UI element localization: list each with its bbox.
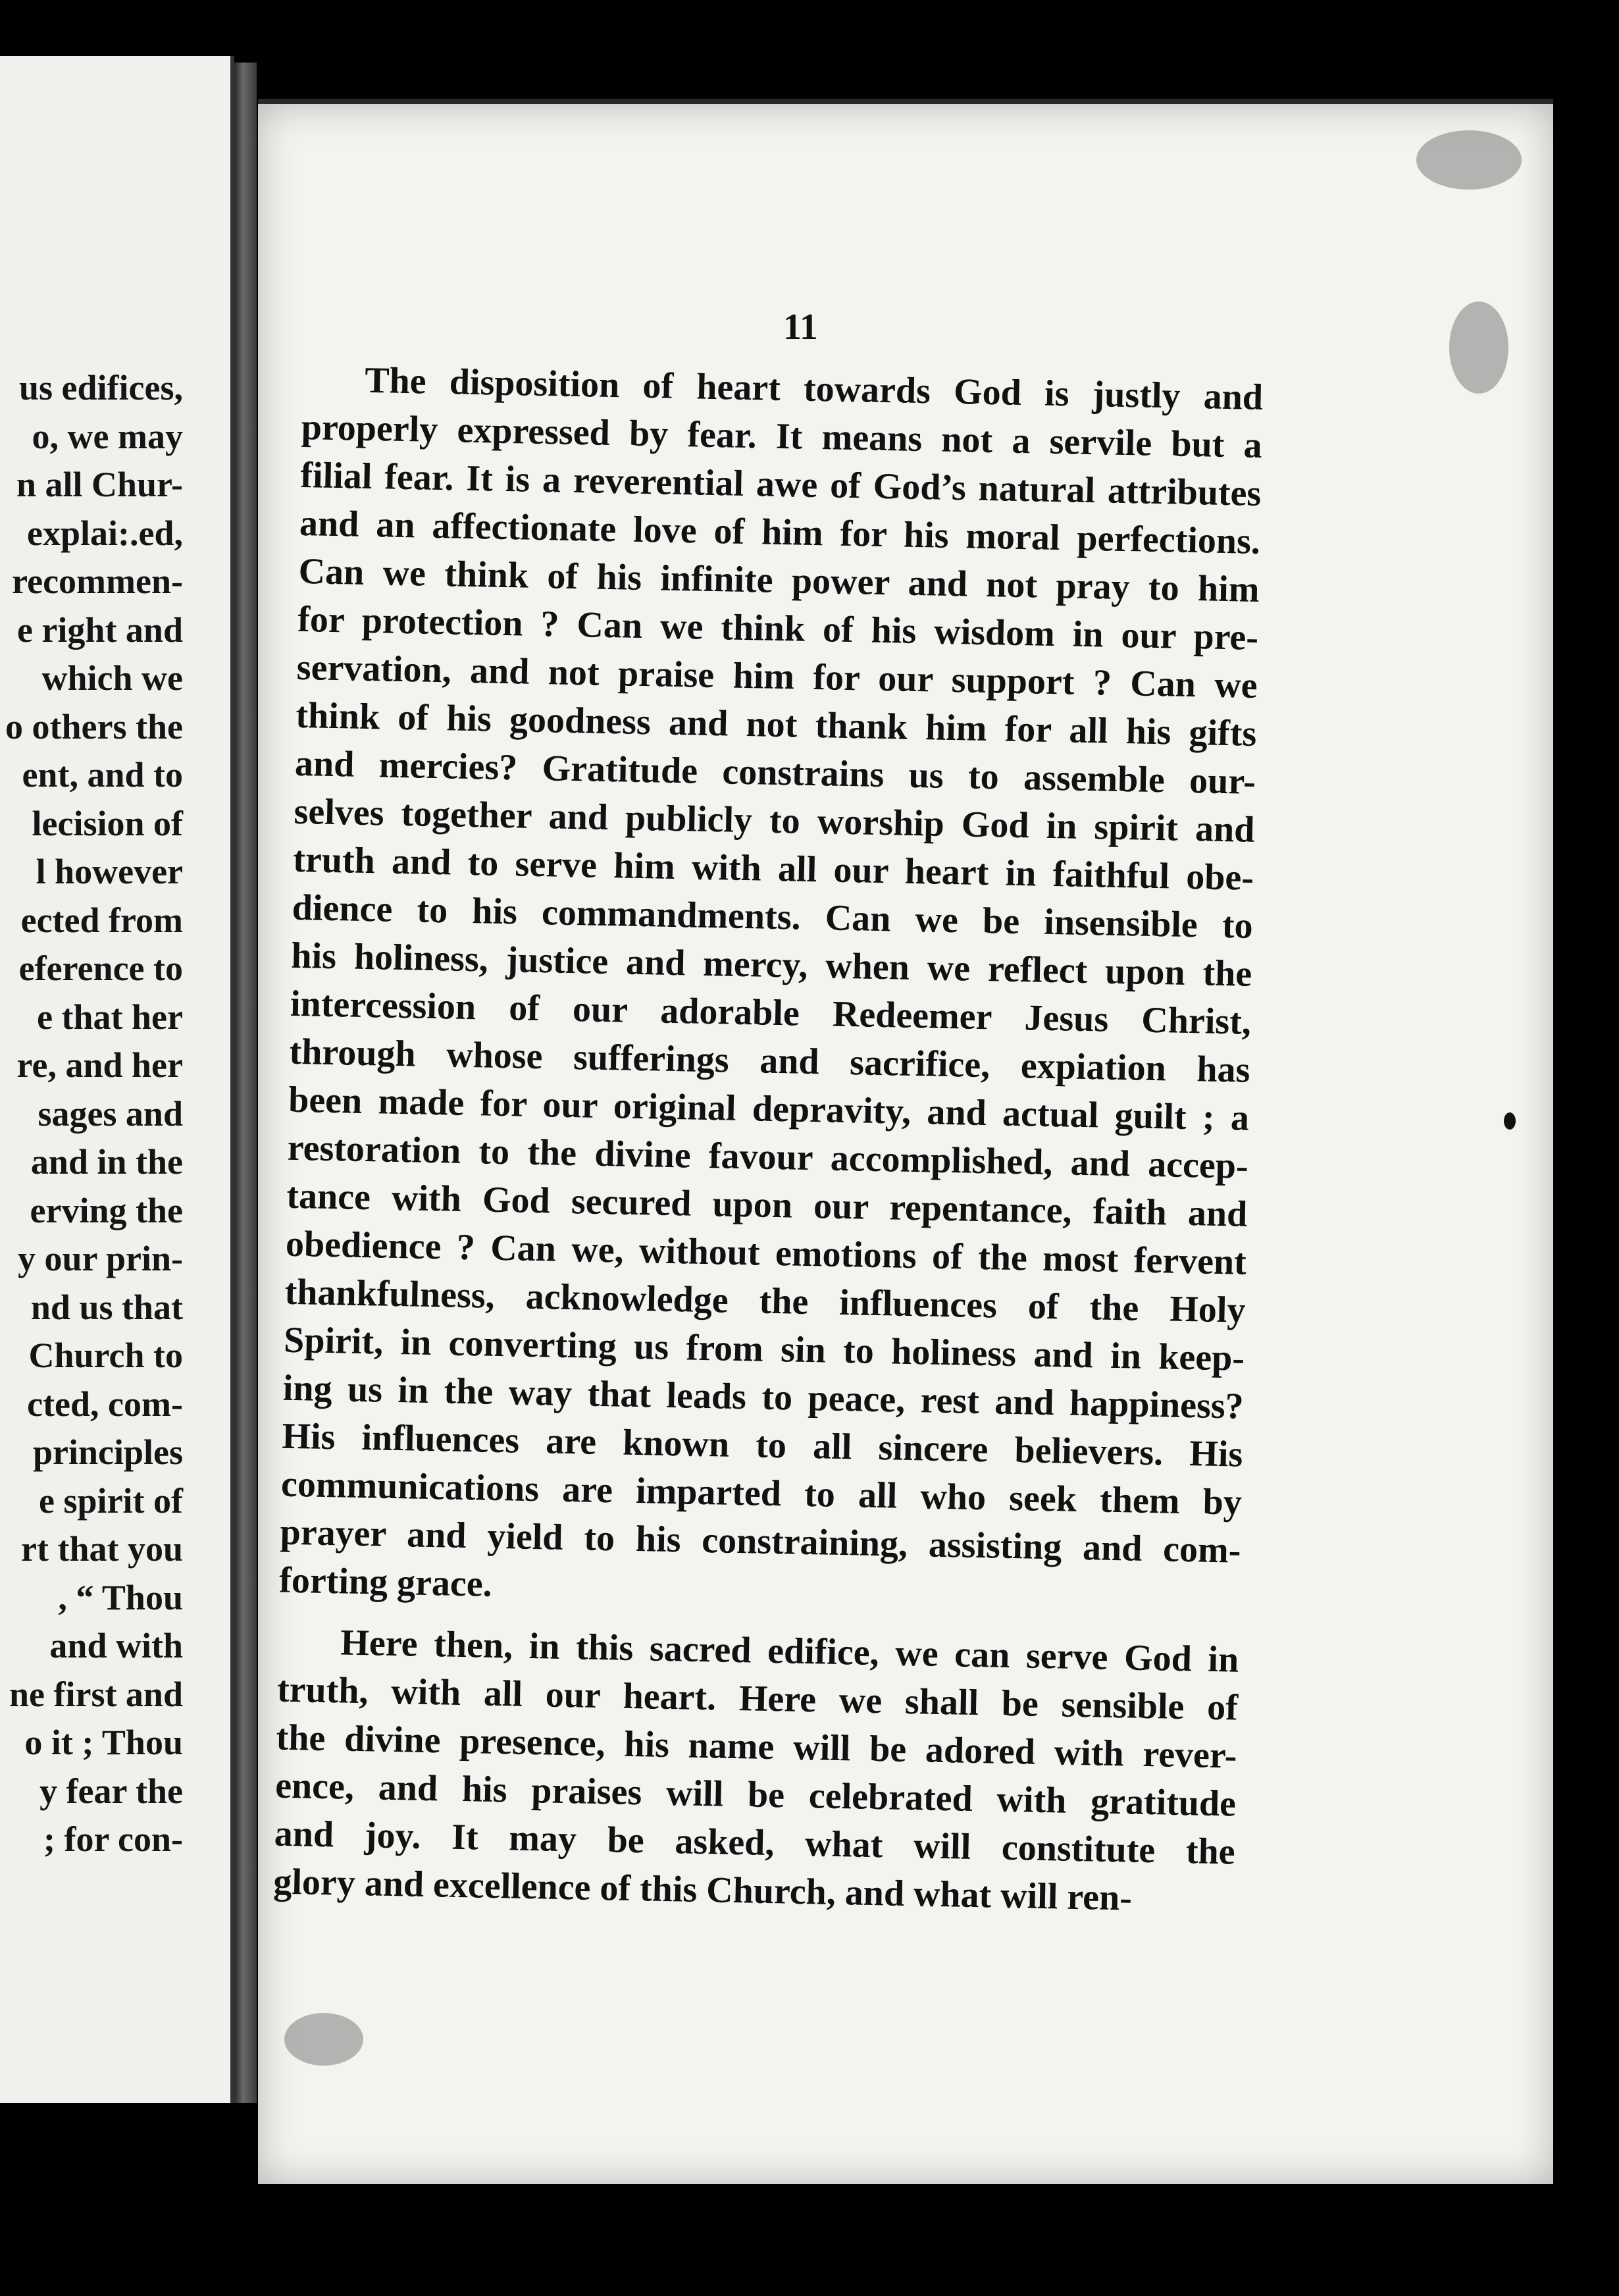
paragraph-2 bbox=[273, 1618, 1239, 1925]
text-line: and joy. It may be asked, what will constitute the bbox=[274, 1813, 1236, 1873]
left-page-line: ne first and bbox=[9, 1674, 183, 1714]
text-line: truth and to serve him with all our heart in faithful obe- bbox=[292, 839, 1254, 899]
left-page-line: cted, com- bbox=[27, 1384, 183, 1424]
left-page-line: , “ Thou bbox=[58, 1577, 183, 1617]
left-page-line: rt that you bbox=[21, 1529, 183, 1569]
text-line: intercession of our adorable Redeemer Jesus Christ, bbox=[290, 983, 1252, 1043]
text-line: glory and excellence of this Church, and what will ren- bbox=[272, 1861, 1133, 1919]
page-stain bbox=[1449, 301, 1508, 394]
left-page-line: erving the bbox=[30, 1190, 183, 1230]
binding-mark bbox=[1504, 1112, 1516, 1130]
text-line: obedience ? Can we, without emotions of the most fervent bbox=[285, 1223, 1247, 1283]
left-page-line: us edifices, bbox=[19, 368, 183, 407]
left-page-line: o it ; Thou bbox=[24, 1723, 183, 1762]
left-page-line: e that her bbox=[37, 997, 183, 1037]
left-page-line: recommen- bbox=[12, 561, 183, 601]
facing-page-left bbox=[0, 56, 234, 2103]
text-line: Can we think of his infinite power and not pray to him bbox=[298, 550, 1260, 610]
text-line: thankfulness, acknowledge the influences of the Holy bbox=[284, 1271, 1246, 1331]
text-line: dience to his commandments. Can we be insensible to bbox=[292, 887, 1254, 947]
text-line: Spirit, in converting us from sin to holiness and in keep- bbox=[283, 1319, 1245, 1379]
text-line: through whose sufferings and sacrifice, expiation has bbox=[289, 1031, 1251, 1091]
left-page-line: o, we may bbox=[32, 416, 183, 456]
page-stain bbox=[284, 2013, 363, 2066]
left-page-line: ected from bbox=[20, 900, 183, 940]
text-line: selves together and publicly to worship God in spirit and bbox=[294, 791, 1256, 850]
text-line: His influences are known to all sincere believers. His bbox=[281, 1415, 1243, 1475]
text-line: prayer and yield to his constraining, assisting and com- bbox=[280, 1511, 1242, 1571]
text-line: truth, with all our heart. Here we shall be sensible of bbox=[276, 1669, 1239, 1729]
text-line: communications are imparted to all who seek them by bbox=[280, 1463, 1243, 1523]
text-line: tance with God secured upon our repentance, faith and bbox=[286, 1175, 1248, 1235]
text-line: filial fear. It is a reverential awe of God’s natural attributes bbox=[299, 454, 1262, 514]
text-line: think of his goodness and not thank him for all his gifts bbox=[295, 694, 1257, 754]
text-line: Here then, in this sacred edifice, we can serve God in bbox=[340, 1622, 1239, 1681]
text-line: ence, and his praises will be celebrated with gratitude bbox=[274, 1765, 1237, 1825]
left-page-line: which we bbox=[41, 658, 183, 698]
left-page-line: y our prin- bbox=[17, 1239, 183, 1278]
left-page-line: re, and her bbox=[16, 1045, 183, 1085]
left-page-line: principles bbox=[32, 1432, 183, 1472]
left-page-line: e right and bbox=[16, 610, 183, 650]
text-line: the divine presence, his name will be adored with rever- bbox=[276, 1717, 1238, 1777]
text-line: ing us in the way that leads to peace, rest and happiness? bbox=[282, 1367, 1245, 1427]
left-page-line: o others the bbox=[5, 706, 183, 746]
body-text bbox=[273, 355, 1264, 1925]
left-page-line: n all Chur- bbox=[16, 465, 183, 504]
text-line: and an affectionate love of him for his moral perfections. bbox=[299, 502, 1261, 562]
text-line: restoration to the divine favour accomplished, and accep- bbox=[287, 1127, 1249, 1187]
left-page-line: Church to bbox=[28, 1336, 183, 1375]
left-page-line: and in the bbox=[30, 1142, 183, 1182]
paragraph-1 bbox=[279, 355, 1264, 1623]
left-page-line: explai:.ed, bbox=[27, 513, 183, 553]
page-stain bbox=[1416, 130, 1522, 190]
left-page-line: y fear the bbox=[39, 1771, 183, 1811]
left-page-line: ent, and to bbox=[22, 755, 183, 795]
text-line: The disposition of heart towards God is justly and bbox=[364, 359, 1264, 419]
text-line: his holiness, justice and mercy, when we reflect upon the bbox=[290, 935, 1252, 995]
left-page-line: nd us that bbox=[30, 1287, 183, 1327]
left-page-line: sages and bbox=[38, 1093, 183, 1134]
left-page-line: ; for con- bbox=[43, 1819, 183, 1859]
left-page-line: e spirit of bbox=[39, 1480, 183, 1521]
page-number: 11 bbox=[783, 307, 818, 348]
left-page-line: and with bbox=[49, 1626, 183, 1665]
text-line: forting grace. bbox=[278, 1559, 493, 1605]
left-page-text bbox=[0, 364, 183, 1864]
left-page-line: eference to bbox=[18, 949, 183, 988]
left-page-line: l however bbox=[36, 852, 183, 891]
left-page-line: lecision of bbox=[32, 803, 183, 843]
text-line: for protection ? Can we think of his wisdom in our pre- bbox=[297, 598, 1259, 658]
book-gutter bbox=[234, 63, 257, 2103]
text-line: and mercies? Gratitude constrains us to assemble our- bbox=[294, 743, 1256, 802]
text-line: properly expressed by fear. It means not a servile but a bbox=[301, 406, 1263, 467]
text-line: been made for our original depravity, and actual guilt ; a bbox=[288, 1079, 1250, 1139]
text-line: servation, and not praise him for our support ? Can we bbox=[296, 646, 1258, 706]
